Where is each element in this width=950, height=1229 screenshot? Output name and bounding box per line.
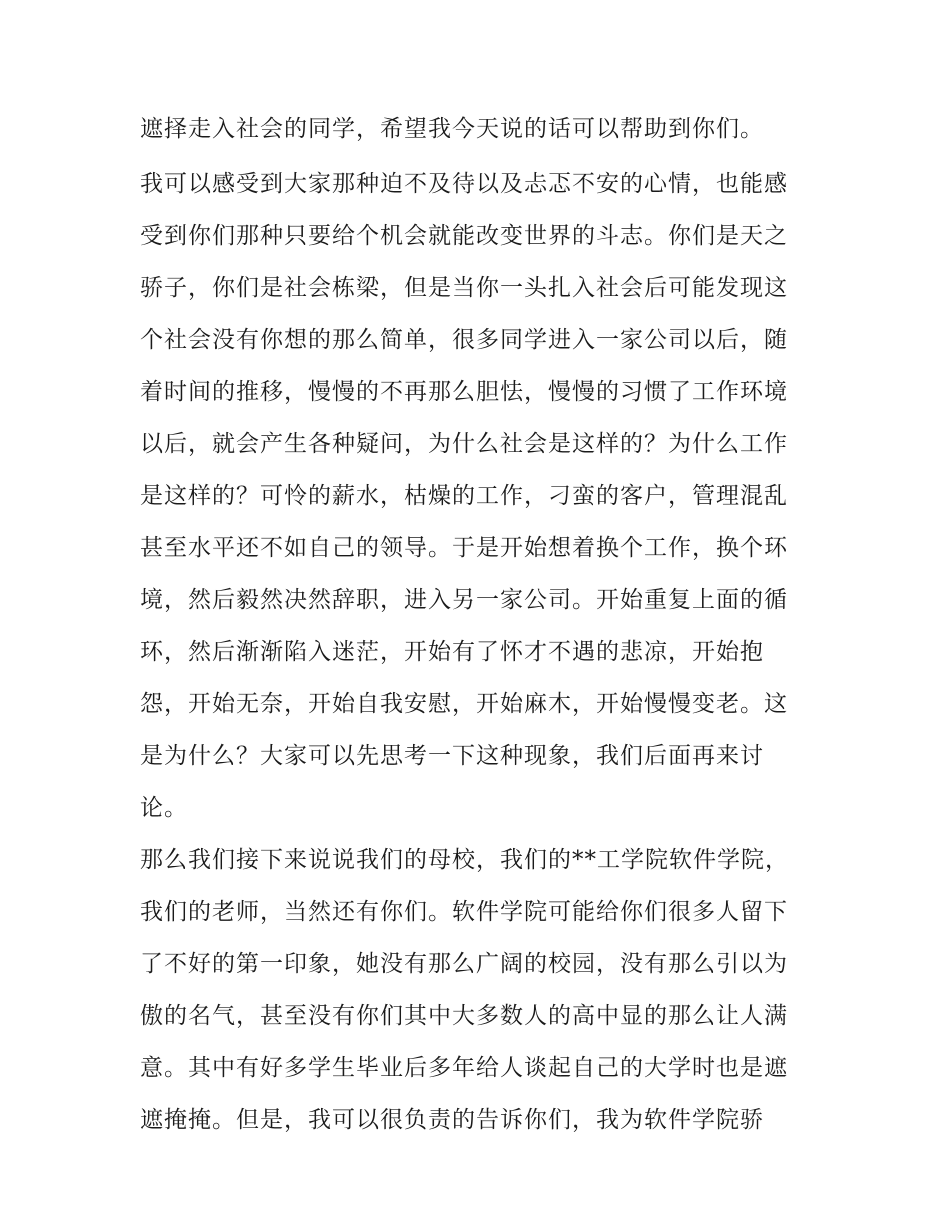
text-line: 以后，就会产生各种疑问，为什么社会是这样的？为什么工作 [140,431,788,457]
text-line: 遮掩掩。但是，我可以很负责的告诉你们，我为软件学院骄 [140,1107,764,1133]
text-line: 傲的名气，甚至没有你们其中大多数人的高中显的那么让人满 [140,1003,788,1029]
text-line: 受到你们那种只要给个机会就能改变世界的斗志。你们是天之 [140,223,788,249]
text-line: 意。其中有好多学生毕业后多年给人谈起自己的大学时也是遮 [140,1055,788,1081]
text-line: 是为什么？大家可以先思考一下这种现象，我们后面再来讨 [140,743,764,769]
text-line: 甚至水平还不如自己的领导。于是开始想着换个工作，换个环 [140,535,788,561]
text-line: 是这样的？可怜的薪水，枯燥的工作，刁蛮的客户，管理混乱 [140,483,788,509]
body-text [140,100,820,1146]
text-line: 着时间的推移，慢慢的不再那么胆怯，慢慢的习惯了工作环境 [140,379,788,405]
text-line: 那么我们接下来说说我们的母校，我们的**工学院软件学院， [140,847,789,873]
text-line: 我可以感受到大家那种迫不及待以及忐忑不安的心情，也能感 [140,171,788,197]
text-line: 论。 [140,795,188,821]
text-line: 境，然后毅然决然辞职，进入另一家公司。开始重复上面的循 [140,587,788,613]
text-line: 骄子，你们是社会栋梁，但是当你一头扎入社会后可能发现这 [140,275,788,301]
text-line: 了不好的第一印象，她没有那么广阔的校园，没有那么引以为 [140,951,788,977]
text-line: 个社会没有你想的那么简单，很多同学进入一家公司以后，随 [140,327,788,353]
text-line: 我们的老师，当然还有你们。软件学院可能给你们很多人留下 [140,899,788,925]
text-line: 环，然后渐渐陷入迷茫，开始有了怀才不遇的悲凉，开始抱 [140,639,764,665]
text-line: 怨，开始无奈，开始自我安慰，开始麻木，开始慢慢变老。这 [140,691,788,717]
text-line: 遮择走入社会的同学，希望我今天说的话可以帮助到你们。 [140,116,764,142]
